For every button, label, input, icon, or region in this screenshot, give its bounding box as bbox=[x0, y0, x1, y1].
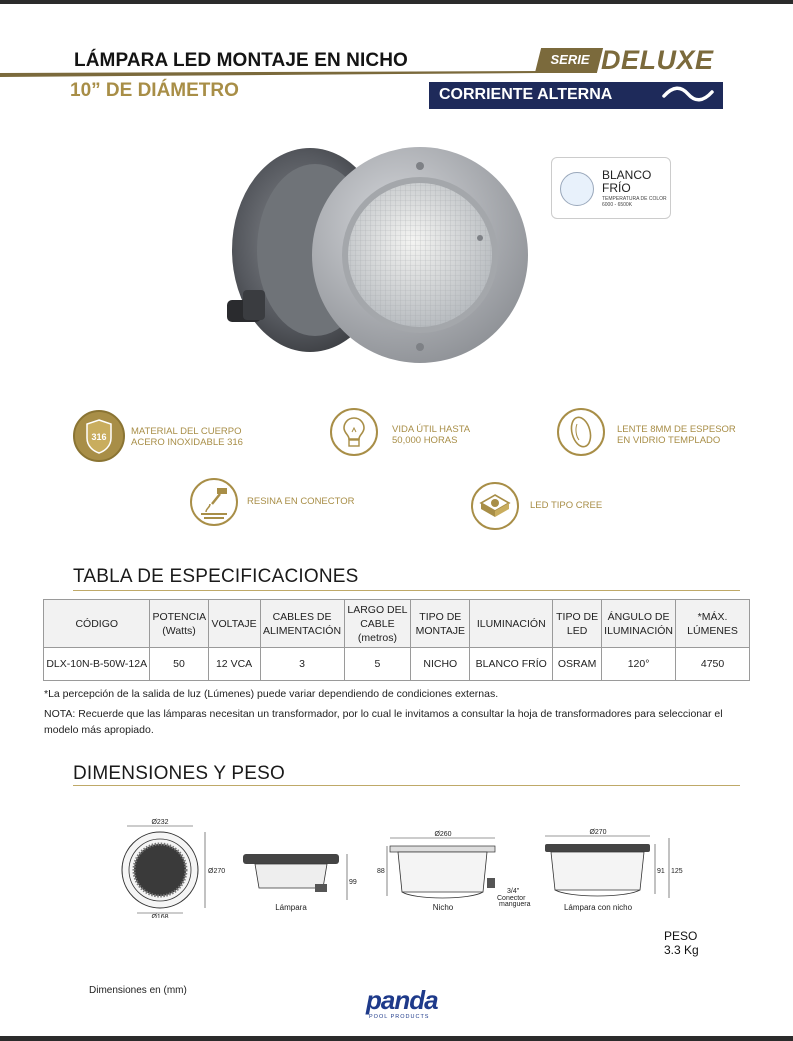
specs-header-cell: LARGO DEL CABLE (metros) bbox=[344, 600, 411, 648]
specs-cell: 50 bbox=[150, 648, 208, 681]
product-image bbox=[215, 140, 535, 370]
specs-cell: 4750 bbox=[676, 648, 750, 681]
specs-cell: 12 VCA bbox=[208, 648, 260, 681]
assembly-top-dim: Ø270 bbox=[589, 829, 607, 836]
niche-caption: Nicho bbox=[432, 903, 454, 912]
lightbulb-icon bbox=[330, 408, 378, 456]
series-prefix: SERIE bbox=[550, 52, 590, 67]
specs-cell: 5 bbox=[344, 648, 411, 681]
lamp-side-drawing bbox=[243, 854, 357, 912]
top-border bbox=[0, 0, 793, 4]
niche-height-dim: 88 bbox=[377, 868, 385, 875]
dimensions-section-title: DIMENSIONES Y PESO bbox=[73, 763, 285, 784]
specs-section-title: TABLA DE ESPECIFICACIONES bbox=[73, 566, 359, 587]
title-underline bbox=[0, 70, 540, 78]
ac-wave-icon bbox=[661, 84, 715, 104]
specs-header-cell: *MÁX. LÚMENES bbox=[676, 600, 750, 648]
weight-value: 3.3 Kg bbox=[664, 943, 699, 957]
specs-header-cell: CABLES DE ALIMENTACIÓN bbox=[260, 600, 344, 648]
assembly-height-2: 125 bbox=[671, 868, 683, 875]
specs-header-cell: ÁNGULO DE ILUMINACIÓN bbox=[602, 600, 676, 648]
lamp-front-side-dim: Ø270 bbox=[208, 868, 226, 875]
resin-connector-icon bbox=[190, 478, 238, 526]
transformer-note: NOTA: Recuerde que las lámparas necesitan un transformador, por lo cual le invitamos a consultar la hoja de transformadores para seleccionar el modelo más apropiado. bbox=[44, 708, 723, 736]
specs-cell: NICHO bbox=[411, 648, 470, 681]
page-title: LÁMPARA LED MONTAJE EN NICHO bbox=[74, 50, 408, 71]
page-subtitle: 10” DE DIÁMETRO bbox=[70, 80, 239, 101]
bottom-border bbox=[0, 1036, 793, 1041]
niche-drawing bbox=[377, 831, 531, 912]
assembly-height-1: 91 bbox=[657, 868, 665, 875]
specs-cell: 3 bbox=[260, 648, 344, 681]
series-name: DELUXE bbox=[601, 45, 714, 75]
lens-icon bbox=[557, 408, 605, 456]
brand-logo: panda bbox=[366, 985, 438, 1015]
lamp-front-top-dim: Ø232 bbox=[151, 819, 169, 826]
lamp-front-bottom-dim: Ø168 bbox=[151, 914, 169, 918]
shield-badge-text: 316 bbox=[91, 432, 107, 442]
specs-cell: 120° bbox=[602, 648, 676, 681]
specs-header-cell: VOLTAJE bbox=[208, 600, 260, 648]
color-name: BLANCO FRÍO bbox=[602, 168, 652, 195]
dimension-drawings bbox=[115, 818, 695, 918]
specs-header-cell: POTENCIA (Watts) bbox=[150, 600, 208, 648]
feature-material-label: MATERIAL DEL CUERPO ACERO INOXIDABLE 316 bbox=[131, 426, 243, 448]
assembly-caption: Lámpara con nicho bbox=[563, 903, 633, 912]
units-note: Dimensiones en (mm) bbox=[89, 985, 187, 996]
specs-cell: BLANCO FRÍO bbox=[470, 648, 553, 681]
color-temperature-label: TEMPERATURA DE COLOR 6000 - 6500K bbox=[602, 196, 667, 208]
lamp-caption: Lámpara bbox=[275, 903, 307, 912]
specs-section-rule bbox=[73, 590, 740, 591]
specs-header-cell: TIPO DE MONTAJE bbox=[411, 600, 470, 648]
table-row bbox=[44, 648, 750, 681]
feature-resin-label: RESINA EN CONECTOR bbox=[247, 496, 355, 507]
cree-led-icon bbox=[471, 482, 519, 530]
shield-316-icon bbox=[73, 410, 125, 462]
lamp-side-height-dim: 99 bbox=[349, 879, 357, 886]
color-swatch bbox=[560, 172, 594, 206]
niche-connector-label-1: Conector bbox=[497, 895, 526, 902]
feature-cree-label: LED TIPO CREE bbox=[530, 500, 603, 511]
color-temperature-card bbox=[551, 157, 671, 219]
niche-connector-label-2: manguera bbox=[499, 901, 531, 908]
feature-lens-label: LENTE 8MM DE ESPESOR EN VIDRIO TEMPLADO bbox=[617, 424, 736, 446]
lamp-front-drawing bbox=[122, 819, 225, 918]
weight-block bbox=[664, 929, 699, 957]
current-type-label: CORRIENTE ALTERNA bbox=[439, 86, 613, 103]
lamp-with-niche-drawing bbox=[545, 829, 683, 912]
feature-lifetime-label: VIDA ÚTIL HASTA 50,000 HORAS bbox=[392, 424, 471, 446]
brand-tagline: POOL PRODUCTS bbox=[369, 1014, 430, 1020]
dimensions-section-rule bbox=[73, 785, 740, 786]
niche-connector-size: 3/4" bbox=[507, 888, 520, 895]
specs-cell: DLX-10N-B-50W-12A bbox=[44, 648, 150, 681]
specs-header-cell: ILUMINACIÓN bbox=[470, 600, 553, 648]
specs-header-cell: TIPO DE LED bbox=[553, 600, 602, 648]
specs-header-cell: CÓDIGO bbox=[44, 600, 150, 648]
weight-label: PESO bbox=[664, 929, 698, 943]
lumens-footnote: *La percepción de la salida de luz (Lúmenes) puede variar dependiendo de condiciones externas. bbox=[44, 688, 499, 700]
specs-header-row bbox=[44, 600, 750, 648]
niche-top-dim: Ø260 bbox=[434, 831, 452, 838]
specs-table bbox=[43, 599, 750, 681]
specs-cell: OSRAM bbox=[553, 648, 602, 681]
